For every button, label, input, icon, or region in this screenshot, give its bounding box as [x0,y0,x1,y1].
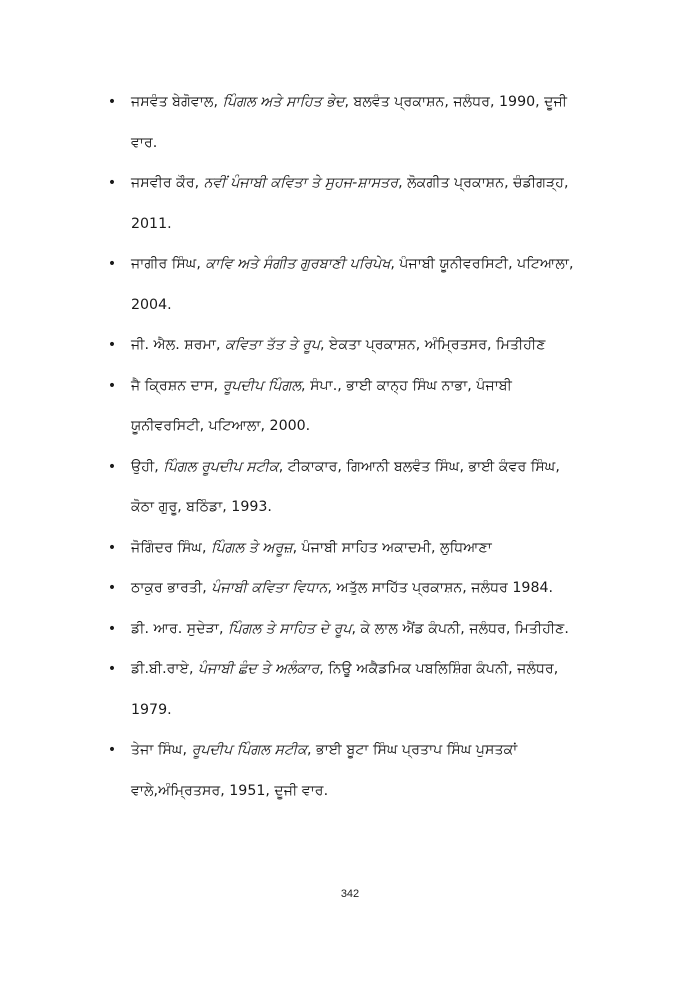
separator: , [182,742,192,758]
separator: , [218,620,228,637]
bullet-icon: • [107,458,117,475]
entry-title: ਪਿੰਗਲ ਅਤੇ ਸਾਹਿਤ ਭੇਦ [222,94,345,110]
entry-author: ਜੈ ਕ੍ਰਿਸ਼ਨ ਦਾਸ [131,377,214,394]
separator: , [327,580,337,596]
separator: , [278,458,288,475]
entry-publication: ਲੋਕਗੀਤ ਪ੍ਰਕਾਸ਼ਨ, ਚੰਡੀਗੜ੍ਹ, 2011. [131,175,569,232]
separator: , [213,94,223,110]
entry-publication: ਨਿਊ ਅਕੈਡਮਿਕ ਪਬਲਿਸ਼ਿੰਗ ਕੰਪਨੀ, ਜਲੰਧਰ, 1979. [131,661,559,718]
entry-author: ਜੋਗਿੰਦਰ ਸਿੰਘ [131,539,202,556]
separator: , [319,337,330,353]
entry-publication: ਏਕਤਾ ਪ੍ਰਕਾਸ਼ਨ, ਅੰਮ੍ਰਿਤਸਰ, ਮਿਤੀਹੀਣ [329,337,546,353]
bibliography-list [107,82,577,811]
bullet-icon: • [107,94,117,110]
entry-author: ਜਸਵੀਰ ਕੌਰ [131,175,195,191]
entry-title: ਰੂਪਦੀਪ ਪਿੰਗਲ ਸਟੀਕ [191,742,307,758]
entry-title: ਕਵਿਤਾ ਤੱਤ ਤੇ ਰੂਪ [225,337,320,353]
bibliography-entry [107,568,577,609]
separator: , [154,458,164,475]
bullet-icon: • [107,337,117,353]
bibliography-entry [107,609,577,650]
separator: , [202,580,212,596]
entry-title: ਪਿੰਗਲ ਤੇ ਸਾਹਿਤ ਦੇ ਰੂਪ [227,620,352,637]
entry-author: ਡੀ.ਬੀ.ਰਾਏ [131,661,189,677]
entry-author: ਉਹੀ [131,458,155,475]
separator: , [188,661,198,677]
separator: , [213,377,223,394]
entry-title: ਪਿੰਗਲ ਰੂਪਦੀਪ ਸਟੀਕ [163,458,279,475]
bullet-icon: • [107,256,117,272]
separator: , [351,620,361,637]
entry-publication: ਪੰਜਾਬੀ ਯੂਨੀਵਰਸਿਟੀ, ਪਟਿਆਲਾ, 2004. [131,256,574,313]
bullet-icon: • [107,377,117,394]
bullet-icon: • [107,661,117,677]
entry-title: ਪੰਜਾਬੀ ਕਵਿਤਾ ਵਿਧਾਨ [211,580,328,596]
bullet-icon: • [107,175,117,191]
bibliography-entry [107,528,577,569]
bullet-icon: • [107,539,117,556]
separator: , [201,539,212,556]
page-number: 342 [340,888,360,900]
entry-publication: ਪੰਜਾਬੀ ਸਾਹਿਤ ਅਕਾਦਮੀ, ਲੁਧਿਆਣਾ [301,539,492,556]
separator: , [319,661,329,677]
bullet-icon: • [107,580,117,596]
separator: , [215,337,225,353]
entry-author: ਠਾਕੁਰ ਭਾਰਤੀ [131,580,203,596]
bibliography-entry [107,163,577,244]
separator: , [194,175,204,191]
bibliography-entry [107,649,577,730]
entry-publication: ਅਤੁੱਲ ਸਾਹਿੱਤ ਪ੍ਰਕਾਸ਼ਨ, ਜਲੰਧਰ 1984. [336,580,554,596]
bibliography-entry [107,447,577,528]
entry-title: ਪੰਜਾਬੀ ਛੰਦ ਤੇ ਅਲੰਕਾਰ [197,661,320,677]
separator: , [196,256,206,272]
entry-publication: ਸੰਪਾ., ਭਾਈ ਕਾਨ੍ਹ ਸਿੰਘ ਨਾਭਾ, ਪੰਜਾਬੀ ਯੂਨੀਵਰਸਿਟੀ, ਪਟਿਆਲਾ, 2000. [131,377,512,434]
bibliography-entry [107,325,577,366]
bullet-icon: • [107,742,117,758]
entry-title: ਰੂਪਦੀਪ ਪਿੰਗਲ [222,377,302,394]
entry-publication: ਕੇ ਲਾਲ ਐਂਡ ਕੰਪਨੀ, ਜਲੰਧਰ, ਮਿਤੀਹੀਣ. [360,620,569,637]
separator: , [307,742,317,758]
entry-publication: ਭਾਈ ਬੂਟਾ ਸਿੰਘ ਪ੍ਰਤਾਪ ਸਿੰਘ ਪੁਸਤਕਾਂ ਵਾਲੇ,ਅੰਮ੍ਰਿਤਸਰ, 1951, ਦੂਜੀ ਵਾਰ. [131,742,518,799]
bibliography-entry [107,730,577,811]
separator: , [344,94,354,110]
entry-author: ਡੀ. ਆਰ. ਸੁਦੇੜਾ [131,620,219,637]
bullet-icon: • [107,620,117,637]
separator: , [398,175,408,191]
separator: , [390,256,400,272]
separator: , [292,539,302,556]
entry-publication: ਬਲਵੰਤ ਪ੍ਰਕਾਸ਼ਨ, ਜਲੰਧਰ, 1990, ਦੂਜੀ ਵਾਰ. [131,94,568,151]
entry-title: ਕਾਵਿ ਅਤੇ ਸੰਗੀਤ ਗੁਰਬਾਣੀ ਪਰਿਪੇਖ [205,256,391,272]
entry-author: ਜਸਵੰਤ ਬੇਗੋਵਾਲ [131,94,214,110]
entry-author: ਜਾਗੀਰ ਸਿੰਘ [131,256,197,272]
bibliography-entry [107,366,577,447]
separator: , [301,377,311,394]
entry-author: ਜੀ. ਐਲ. ਸ਼ਰਮਾ [131,337,216,353]
bibliography-entry [107,244,577,325]
entry-author: ਤੇਜਾ ਸਿੰਘ [131,742,183,758]
bibliography-entry [107,82,577,163]
entry-publication: ਟੀਕਾਕਾਰ, ਗਿਆਨੀ ਬਲਵੰਤ ਸਿੰਘ, ਭਾਈ ਕੰਵਰ ਸਿੰਘ, ਕੋਠਾ ਗੁਰੂ, ਬਠਿੰਡਾ, 1993. [131,458,560,515]
entry-title: ਪਿੰਗਲ ਤੇ ਅਰੂਜ਼ [211,539,293,556]
entry-title: ਨਵੀਂ ਪੰਜਾਬੀ ਕਵਿਤਾ ਤੇ ਸੁਹਜ-ਸ਼ਾਸਤਰ [203,175,399,191]
